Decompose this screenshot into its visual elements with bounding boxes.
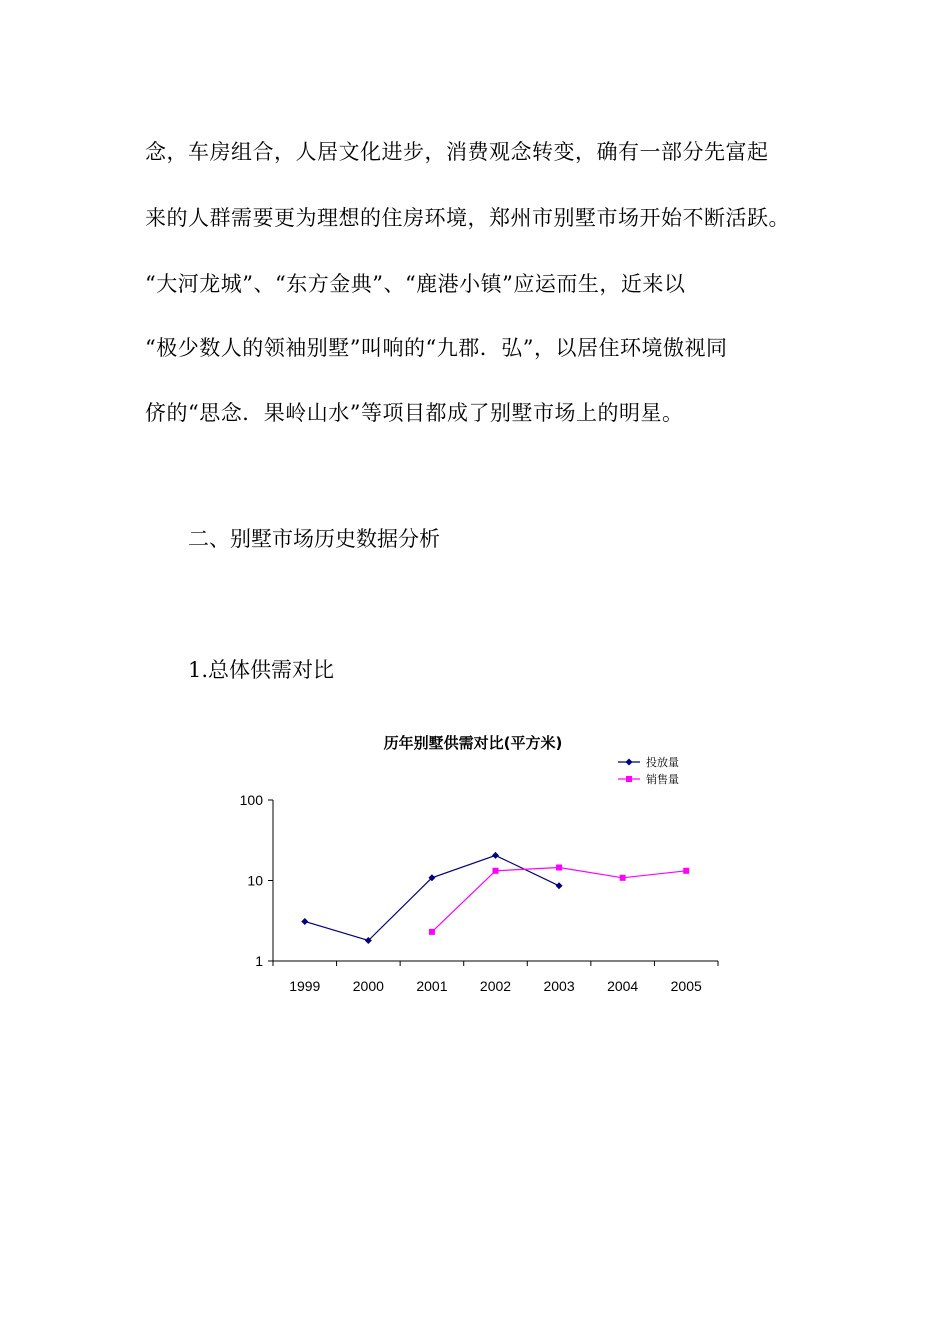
- data-point-square: [429, 929, 435, 935]
- paragraph-line-5: 侪的“思念．果岭山水”等项目都成了别墅市场上的明星。: [145, 401, 684, 425]
- data-point-square: [683, 868, 689, 874]
- paragraph-line-4: “极少数人的领袖别墅”叫响的“九郡．弘”，以居住环境傲视同: [145, 336, 728, 360]
- x-tick-label: 2003: [543, 978, 575, 994]
- series-line-2: [432, 868, 686, 932]
- legend-marker-diamond: [626, 759, 633, 766]
- data-point-diamond: [556, 882, 563, 889]
- x-tick-label: 2001: [416, 978, 448, 994]
- y-tick-label: 1: [255, 953, 263, 969]
- x-tick-label: 2005: [670, 978, 702, 994]
- x-tick-label: 2002: [479, 978, 512, 994]
- chart-axes: [240, 792, 718, 994]
- data-point-diamond: [492, 852, 499, 859]
- y-tick-label: 100: [239, 792, 263, 808]
- legend-marker-square: [626, 776, 632, 782]
- series-line-1: [305, 855, 559, 940]
- paragraph-line-2: 来的人群需要更为理想的住房环境，郑州市别墅市场开始不断活跃。: [145, 206, 790, 230]
- subsection-heading: 1.总体供需对比: [188, 658, 335, 682]
- paragraph-line-1: 念，车房组合，人居文化进步，消费观念转变，确有一部分先富起: [145, 140, 769, 164]
- data-point-square: [620, 875, 626, 881]
- chart-legend: [618, 755, 679, 786]
- chart-series: [301, 852, 689, 944]
- data-point-square: [556, 865, 562, 871]
- chart-title: 历年别墅供需对比(平方米): [383, 734, 563, 752]
- section-heading: 二、别墅市场历史数据分析: [188, 527, 440, 551]
- x-tick-label: 2004: [607, 978, 639, 994]
- paragraph-line-3: “大河龙城”、“东方金典”、“鹿港小镇”应运而生，近来以: [145, 272, 686, 296]
- x-tick-label: 2000: [352, 978, 384, 994]
- y-tick-label: 10: [247, 872, 263, 889]
- x-tick-label: 1999: [289, 978, 321, 994]
- legend-label-2: 销售量: [646, 773, 679, 786]
- legend-label-1: 投放量: [646, 756, 679, 769]
- data-point-square: [493, 868, 499, 874]
- data-point-diamond: [301, 918, 308, 925]
